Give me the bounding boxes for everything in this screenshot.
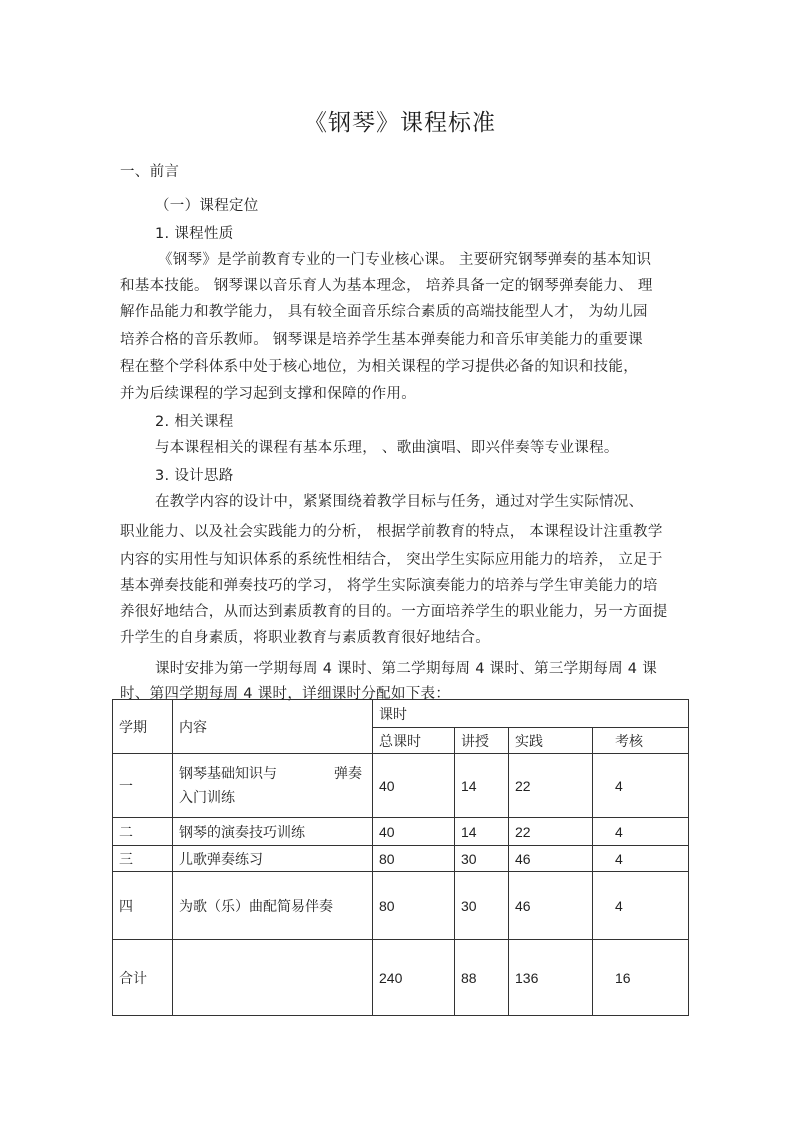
cell-term: 二 xyxy=(113,818,173,846)
header-term: 学期 xyxy=(113,700,173,754)
cell-total: 240 xyxy=(373,940,455,1016)
table-row xyxy=(113,754,689,818)
table-total-row xyxy=(113,940,689,1016)
paragraph-line: 与本课程相关的课程有基本乐理， 、歌曲演唱、即兴伴奏等专业课程。 xyxy=(155,440,619,456)
cell-exam: 16 xyxy=(593,940,689,1016)
table-row xyxy=(113,818,689,846)
paragraph-line: 升学生的自身素质，将职业教育与素质教育很好地结合。 xyxy=(120,630,490,646)
subsection-heading: （一）课程定位 xyxy=(155,198,259,214)
item-heading-3: 3. 设计思路 xyxy=(155,468,234,484)
paragraph-line: 基本弹奏技能和弹奏技巧的学习， 将学生实际演奏能力的培养与学生审美能力的培 xyxy=(120,578,658,594)
cell-content: 为歌（乐）曲配简易伴奏 xyxy=(173,872,373,940)
cell-lecture: 14 xyxy=(455,818,509,846)
cell-lecture: 30 xyxy=(455,872,509,940)
table-header-row xyxy=(113,700,689,728)
paragraph-line: 程在整个学科体系中处于核心地位，为相关课程的学习提供必备的知识和技能， xyxy=(120,359,638,375)
paragraph-line: 培养合格的音乐教师。 钢琴课是培养学生基本弹奏能力和音乐审美能力的重要课 xyxy=(120,332,643,348)
cell-term: 一 xyxy=(113,754,173,818)
paragraph-line: 并为后续课程的学习起到支撑和保障的作用。 xyxy=(120,386,416,402)
paragraph-line: 和基本技能。 钢琴课以音乐育人为基本理念， 培养具备一定的钢琴弹奏能力、 理 xyxy=(120,278,653,294)
item-heading-1: 1. 课程性质 xyxy=(155,226,234,242)
cell-term: 四 xyxy=(113,872,173,940)
cell-term: 合计 xyxy=(113,940,173,1016)
paragraph-line: 职业能力、以及社会实践能力的分析， 根据学前教育的特点， 本课程设计注重教学 xyxy=(120,524,663,540)
paragraph-line: 课时安排为第一学期每周 4 课时、第二学期每周 4 课时、第三学期每周 4 课 xyxy=(155,661,658,677)
header-practice: 实践 xyxy=(509,728,593,754)
cell-total: 80 xyxy=(373,872,455,940)
cell-content: 钢琴的演奏技巧训练 xyxy=(173,818,373,846)
header-total: 总课时 xyxy=(373,728,455,754)
cell-total: 80 xyxy=(373,846,455,872)
paragraph-line: 解作品能力和教学能力， 具有较全面音乐综合素质的高端技能型人才， 为幼儿园 xyxy=(120,304,648,320)
header-hours: 课时 xyxy=(373,700,689,728)
cell-lecture: 30 xyxy=(455,846,509,872)
item-heading-2: 2. 相关课程 xyxy=(155,414,234,430)
cell-practice: 22 xyxy=(509,754,593,818)
paragraph-line: 养很好地结合，从而达到素质教育的目的。一方面培养学生的职业能力，另一方面提 xyxy=(120,604,668,620)
header-exam: 考核 xyxy=(593,728,689,754)
section-heading: 一、前言 xyxy=(120,164,180,180)
cell-content xyxy=(173,754,373,818)
cell-term: 三 xyxy=(113,846,173,872)
cell-exam: 4 xyxy=(593,754,689,818)
cell-exam: 4 xyxy=(593,846,689,872)
page-title: 《钢琴》课程标准 xyxy=(304,110,496,136)
cell-content-part: 弹奏 xyxy=(334,765,362,782)
table-row xyxy=(113,872,689,940)
header-lecture: 讲授 xyxy=(455,728,509,754)
cell-content: 儿歌弹奏练习 xyxy=(173,846,373,872)
cell-content-part: 钢琴基础知识与 xyxy=(179,765,277,782)
paragraph-line: 《钢琴》是学前教育专业的一门专业核心课。 主要研究钢琴弹奏的基本知识 xyxy=(158,252,652,268)
cell-practice: 22 xyxy=(509,818,593,846)
cell-lecture: 88 xyxy=(455,940,509,1016)
cell-total: 40 xyxy=(373,754,455,818)
cell-content xyxy=(173,940,373,1016)
paragraph-line: 内容的实用性与知识体系的系统性相结合， 突出学生实际应用能力的培养， 立足于 xyxy=(120,552,663,568)
cell-content-part: 入门训练 xyxy=(179,789,235,806)
cell-lecture: 14 xyxy=(455,754,509,818)
paragraph-line: 在教学内容的设计中，紧紧围绕着教学目标与任务，通过对学生实际情况、 xyxy=(155,494,644,510)
table-row xyxy=(113,846,689,872)
course-hours-table xyxy=(112,699,689,1016)
cell-practice: 46 xyxy=(509,872,593,940)
cell-exam: 4 xyxy=(593,872,689,940)
cell-practice: 136 xyxy=(509,940,593,1016)
paragraph-line: 时、第四学期每周 4 课时，详细课时分配如下表： xyxy=(120,686,451,702)
header-content: 内容 xyxy=(173,700,373,754)
cell-total: 40 xyxy=(373,818,455,846)
cell-practice: 46 xyxy=(509,846,593,872)
cell-exam: 4 xyxy=(593,818,689,846)
